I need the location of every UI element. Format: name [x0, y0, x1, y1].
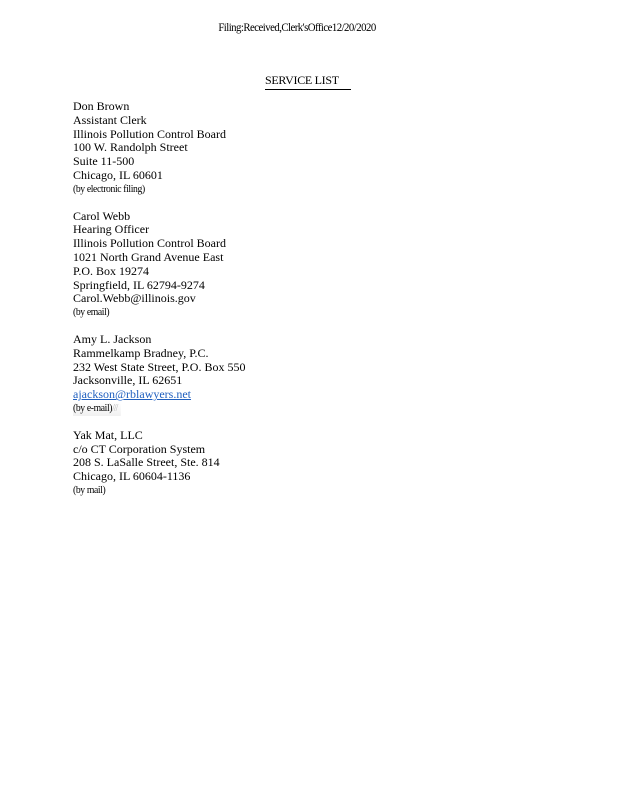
contact-street: 208 S. LaSalle Street, Ste. 814	[73, 455, 220, 470]
contact-name: Carol Webb	[73, 208, 131, 223]
contact-street: 1021 North Grand Avenue East	[73, 249, 224, 264]
contact-name: Yak Mat, LLC	[73, 427, 143, 442]
contact-carol-webb	[73, 210, 245, 320]
contact-suite: Suite 11-500	[73, 154, 135, 169]
service-method: (by electronic filing)	[73, 183, 145, 195]
page-title: SERVICE LIST	[265, 73, 339, 87]
scribble-marks: ///	[112, 402, 118, 414]
contact-organization: Illinois Pollution Control Board	[73, 126, 227, 141]
service-method-highlight	[73, 402, 121, 416]
service-method: (by email)	[73, 307, 110, 319]
title-underline	[265, 73, 351, 90]
contact-email: Carol.Webb@illinois.gov	[73, 291, 196, 306]
contact-yak-mat	[73, 429, 245, 498]
contact-street: 232 West State Street, P.O. Box 550	[73, 359, 246, 374]
contact-city: Jacksonville, IL 62651	[73, 373, 183, 388]
service-method: (by mail)	[73, 484, 106, 496]
contact-street: 100 W. Randolph Street	[73, 140, 188, 155]
email-link[interactable]: ajackson@rblawyers.net	[73, 387, 192, 402]
service-method-row	[73, 402, 232, 416]
contact-email-line	[73, 388, 245, 402]
contact-role: Assistant Clerk	[73, 112, 147, 127]
contact-organization: Rammelkamp Bradney, P.C.	[73, 345, 209, 360]
contact-organization: Illinois Pollution Control Board	[73, 236, 227, 251]
contact-name: Don Brown	[73, 99, 130, 113]
contact-amy-jackson	[73, 333, 245, 416]
contact-care-of: c/o CT Corporation System	[73, 441, 206, 456]
contact-don-brown	[73, 100, 245, 197]
service-list	[73, 100, 245, 498]
contact-role: Hearing Officer	[73, 222, 150, 237]
contact-city: Chicago, IL 60604-1136	[73, 469, 191, 484]
contact-po-box: P.O. Box 19274	[73, 263, 150, 278]
filing-stamp: Filing:Received,Clerk'sOffice12/20/2020	[218, 20, 376, 34]
contact-city: Springfield, IL 62794-9274	[73, 277, 205, 292]
contact-city: Chicago, IL 60601	[73, 167, 163, 182]
service-method: (by e-mail)	[73, 402, 113, 414]
contact-name: Amy L. Jackson	[73, 331, 152, 346]
